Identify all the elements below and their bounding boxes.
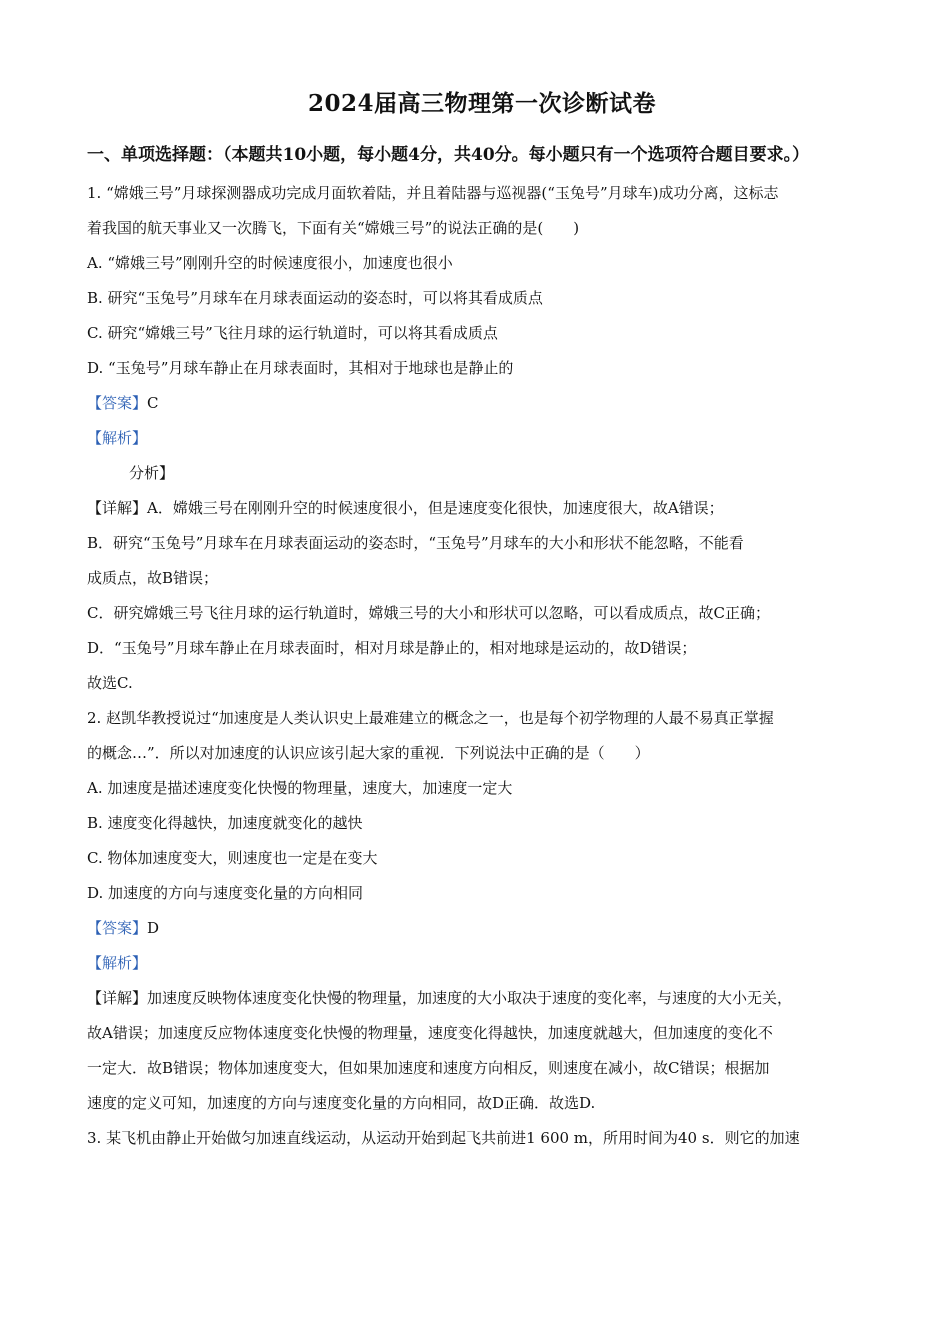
question-2-stem-line-2: 的概念…”．所以对加速度的认识应该引起大家的重视．下列说法中正确的是（ ） xyxy=(87,744,650,762)
answer-tag: 【答案】 xyxy=(87,919,148,937)
question-2-detail-line-2: 故A错误；加速度反应物体速度变化快慢的物理量，速度变化得越快，加速度就越大，但加速度的变化不 xyxy=(87,1024,773,1042)
detail-tag: 【详解】 xyxy=(87,989,148,1007)
detail-tag: 【详解】 xyxy=(87,499,148,517)
answer-tag: 【答案】 xyxy=(87,394,148,412)
question-2-option-c: C. 物体加速度变大，则速度也一定是在变大 xyxy=(87,849,378,867)
question-2-option-b: B. 速度变化得越快，加速度就变化的越快 xyxy=(87,814,363,832)
question-1-stem-line-2: 着我国的航天事业又一次腾飞，下面有关“嫦娥三号”的说法正确的是( ) xyxy=(87,219,580,237)
question-1-detail-1: A．嫦娥三号在刚刚升空的时候速度很小，但是速度变化很快，加速度很大，故A错误； xyxy=(147,499,724,517)
question-1-detail-line-2: B．研究“玉兔号”月球车在月球表面运动的姿态时，“玉兔号”月球车的大小和形状不能忽略，不能看 xyxy=(87,534,744,552)
analysis-tag: 【解析】 xyxy=(87,954,148,972)
question-2-detail-line-4: 速度的定义可知，加速度的方向与速度变化量的方向相同，故D正确．故选D. xyxy=(87,1094,596,1112)
question-2-answer-line xyxy=(87,911,877,946)
question-1-conclusion: 故选C. xyxy=(87,674,133,692)
question-1 xyxy=(87,176,877,701)
page-title: 2024届高三物理第一次诊断试卷 xyxy=(307,90,656,117)
question-1-option-a: A. “嫦娥三号”刚刚升空的时候速度很小，加速度也很小 xyxy=(87,254,453,272)
question-1-detail-line-4: C．研究嫦娥三号飞往月球的运行轨道时，嫦娥三号的大小和形状可以忽略，可以看成质点，故C正确； xyxy=(87,604,770,622)
question-1-stem-line-1: 1. “嫦娥三号”月球探测器成功完成月面软着陆，并且着陆器与巡视器(“玉兔号”月球车)成功分离，这标志 xyxy=(87,184,779,202)
question-1-option-d: D. “玉兔号”月球车静止在月球表面时，其相对于地球也是静止的 xyxy=(87,359,514,377)
section-heading: 一、单项选择题：（本题共10小题，每小题4分，共40分。每小题只有一个选项符合题目要求。） xyxy=(87,145,810,165)
question-2 xyxy=(87,701,877,1121)
question-1-detail-line-3: 成质点，故B错误； xyxy=(87,569,219,587)
question-2-answer: D xyxy=(147,919,160,937)
question-1-answer-line xyxy=(87,386,877,421)
question-3-stem-line-1: 3. 某飞机由静止开始做匀加速直线运动，从运动开始到起飞共前进1 600 m，所用时间为40 s．则它的加速 xyxy=(87,1129,800,1147)
question-2-detail-line-1 xyxy=(87,981,877,1016)
question-1-fenxi: 分析】 xyxy=(129,464,175,482)
question-1-detail-line-1 xyxy=(87,491,877,526)
question-2-option-a: A. 加速度是描述速度变化快慢的物理量，速度大，加速度一定大 xyxy=(87,779,513,797)
question-2-detail-line-3: 一定大．故B错误；物体加速度变大，但如果加速度和速度方向相反，则速度在减小，故C错误；根据加 xyxy=(87,1059,770,1077)
question-2-option-d: D. 加速度的方向与速度变化量的方向相同 xyxy=(87,884,364,902)
question-1-option-b: B. 研究“玉兔号”月球车在月球表面运动的姿态时，可以将其看成质点 xyxy=(87,289,543,307)
question-1-detail-line-5: D．“玉兔号”月球车静止在月球表面时，相对月球是静止的，相对地球是运动的，故D错误； xyxy=(87,639,697,657)
question-3 xyxy=(87,1121,877,1156)
question-1-option-c: C. 研究“嫦娥三号”飞往月球的运行轨道时，可以将其看成质点 xyxy=(87,324,498,342)
question-2-detail-1: 加速度反映物体速度变化快慢的物理量，加速度的大小取决于速度的变化率，与速度的大小无关， xyxy=(147,989,793,1007)
question-2-stem-line-1: 2. 赵凯华教授说过“加速度是人类认识史上最难建立的概念之一，也是每个初学物理的人最不易真正掌握 xyxy=(87,709,774,727)
analysis-tag: 【解析】 xyxy=(87,429,148,447)
question-1-answer: C xyxy=(147,394,159,412)
question-2-analysis-line xyxy=(87,946,877,981)
document-page xyxy=(87,86,877,1156)
question-1-analysis-line xyxy=(87,421,877,456)
